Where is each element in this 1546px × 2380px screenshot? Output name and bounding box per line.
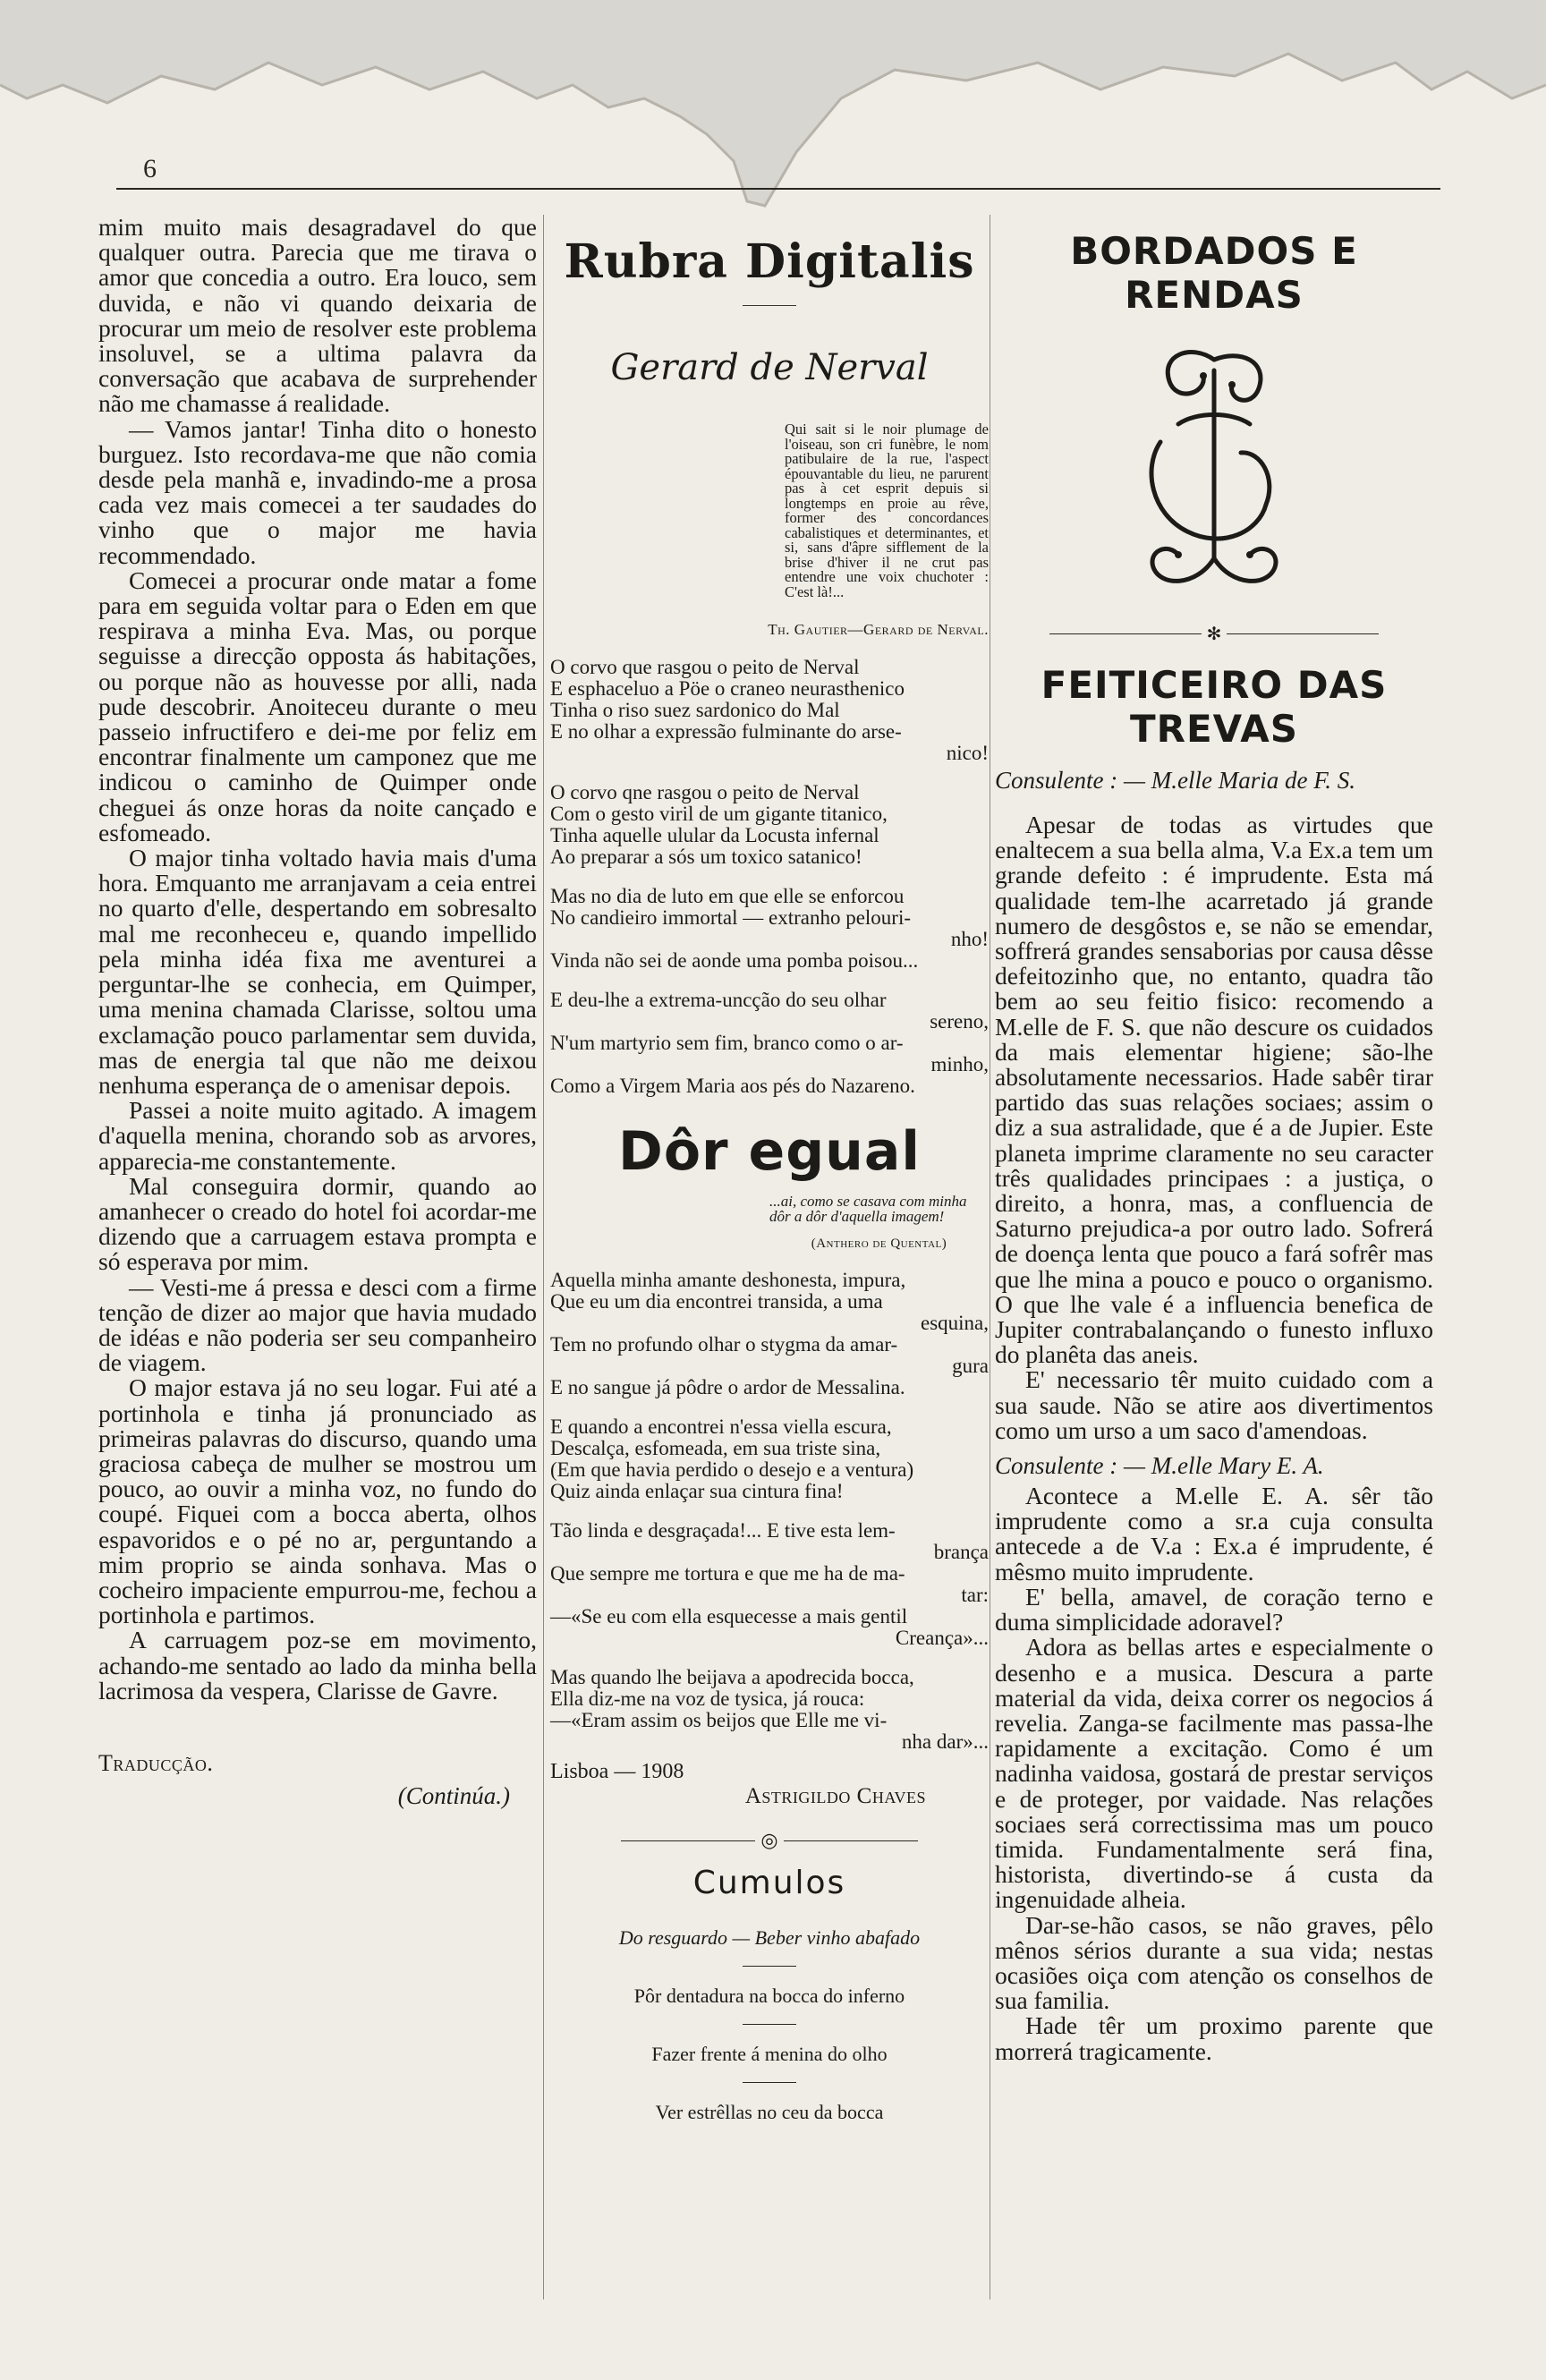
- paragraph: Mal conseguira dormir, quando ao amanhecer o creado do hotel foi acordar-me dizendo que a carruagem estava prompta e só esperava por mim.: [98, 1171, 537, 1276]
- verse-line: Aquella minha amante deshonesta, impura,: [550, 1269, 906, 1291]
- place-date: Lisboa — 1908: [550, 1760, 684, 1783]
- stanza: [550, 1520, 989, 1649]
- paragraph: O major tinha voltado havia mais d'uma hora. Emquanto me arranjavam a ceia entrei no quarto d'elle, despertando em sobresalto mal me reconheceu e, quando impellido pela minha idéa fixa me aventurei a perguntar-lhe se conhecia, em Quimper, uma menina chamada Clarisse, soltou uma exclamação pouco parlamentar sem duvida, mas de energia tal que não me deixou nenhuma esperança de o amenisar depois.: [98, 844, 537, 1099]
- verse-line: gura: [952, 1355, 989, 1377]
- verse-line: tar:: [961, 1584, 989, 1606]
- story-footer: [98, 1750, 537, 1777]
- ornament-icon: ✻: [1206, 625, 1222, 644]
- verse-line: E no olhar a expressão fulminante do arse-: [550, 720, 902, 743]
- list-item: Fazer frente á menina do olho: [651, 2043, 888, 2065]
- serial-story: [98, 215, 537, 1704]
- ornament-icon: ◎: [760, 1829, 778, 1851]
- verse-line: sereno,: [930, 1010, 989, 1033]
- translation-credit: Traducção.: [98, 1749, 214, 1776]
- ornamental-divider: [550, 1829, 989, 1852]
- verse-line: E quando a encontrei n'essa viella escura,: [550, 1415, 892, 1438]
- consultation-text: [995, 812, 1433, 1443]
- stanza: [550, 782, 989, 868]
- paragraph: — Vamos jantar! Tinha dito o honesto burguez. Isto recordava-me que não comia desde pela manhã e, invadindo-me a prosa cada vez mais comecei a ter saudades do vinho que o major me havia recommendado.: [98, 414, 537, 569]
- divider: [743, 2082, 796, 2083]
- epigraph-citation: (Anthero de Quental): [811, 1237, 947, 1251]
- poem-author: Astrigildo Chaves: [744, 1784, 926, 1808]
- paragraph: A carruagem poz-se em movimento, achando-me sentado ao lado da minha bella lacrimosa da vespera, Clarisse de Gavre.: [98, 1626, 537, 1704]
- torn-page-edge: [0, 0, 1546, 215]
- poem-body: [550, 657, 989, 1097]
- consultation-label: Consulente :: [995, 1452, 1118, 1480]
- paragraph: Hade têr um proximo parente que morrerá tragicamente.: [995, 2011, 1433, 2065]
- paragraph: Acontece a M.elle E. A. sêr tão imprudente como a sr.a cuja consulta antecede a de V.a : Ex.a é imprudente, é mêsmo muito imprudente.: [995, 1482, 1433, 1585]
- verse-line: Mas quando lhe beijava a apodrecida bocca,: [550, 1666, 914, 1688]
- verse-line: O corvo qne rasgou o peito de Nerval: [550, 781, 860, 803]
- poem-body: [550, 1270, 989, 1753]
- consultation-header: [995, 1452, 1433, 1480]
- divider: [743, 305, 796, 306]
- paragraph: Comecei a procurar onde matar a fome para em seguida voltar para o Eden em que respirava a minha Eva. Mas, ou porque seguisse a direcção opposta ás habitações, ou porque não as houvesse por alli, nada pude descobrir. Anoiteceu durante o meu passeio infructifero e dei-me por feliz em encontrar finalmente um camponez que me indicou o caminho de Quimper onde cheguei ás onze horas da noite cançado e esfomeado.: [98, 565, 537, 846]
- paragraph: mim muito mais desagradavel do que qualquer outra. Parecia que me tirava o amor que concedia a outro. Era louco, sem duvida, e não vi quando deixaria de procurar um meio de resolver este problema insoluvel, se a ultima palavra da conversação que acabava de surprehender não me chamasse á realidade.: [98, 213, 537, 418]
- verse-line: Quiz ainda enlaçar sua cintura fina!: [550, 1480, 844, 1502]
- verse-line: Ella diz-me na voz de tysica, já rouca:: [550, 1687, 865, 1710]
- verse-line: nico!: [946, 742, 989, 764]
- verse-line: —«Eram assim os beijos que Elle me vi-: [550, 1709, 888, 1731]
- verse-line: nha dar»...: [901, 1730, 989, 1753]
- verse-line: Tem no profundo olhar o stygma da amar-: [550, 1333, 898, 1356]
- paragraph: — Vesti-me á pressa e desci com a firme tenção de dizer ao major que havia mudado de idéas e não poderia ser seu companheiro de viagem.: [98, 1272, 537, 1377]
- verse-line: nho!: [950, 928, 989, 950]
- epigraph: ...ai, como se casava com minha dôr a dôr d'aquella imagem!: [769, 1193, 967, 1225]
- consultation-text: [995, 1483, 1433, 2064]
- page-number: 6: [143, 154, 157, 183]
- verse-line: esquina,: [920, 1312, 989, 1334]
- verse-line: Ao preparar a sós um toxico satanico!: [550, 846, 862, 868]
- verse-line: Creança»...: [895, 1627, 989, 1649]
- epigraph: Qui sait si le noir plumage de l'oiseau, son cri funèbre, le nom patibulaire de la rue, l'aspect épouvantable du lieu, ne parurent pas à cet esprit depuis si longtemps en proie au rêve, former des concordances cabalistiques et determinantes, et si, sans d'âpre sifflement de la brise d'hiver il ne crut pas entendre une voix chuchoter : C'est là!...: [785, 421, 989, 600]
- stanza: [550, 990, 989, 1097]
- stanza: [550, 657, 989, 764]
- continues-note: (Continúa.): [397, 1781, 510, 1809]
- column-one: [98, 215, 537, 1810]
- consultation-label: Consulente :: [995, 767, 1118, 794]
- paragraph: Dar-se-hão casos, se não graves, pêlo mênos sérios durante a sua vida; nestas ocasiões oiça com atenção os conselhos de sua familia.: [995, 1910, 1433, 2015]
- consultation-name: — M.elle Mary E. A.: [1123, 1452, 1324, 1480]
- verse-line: No candieiro immortal — extranho pelouri-: [550, 906, 912, 929]
- divider: [743, 2024, 796, 2025]
- consultation-name: — M.elle Maria de F. S.: [1123, 767, 1355, 794]
- verse-line: Com o gesto viril de um gigante titanico,: [550, 803, 888, 825]
- poem-signature: [550, 1760, 989, 1784]
- consultation-header: [995, 767, 1433, 795]
- stanza: [550, 1416, 989, 1502]
- paragraph: Passei a noite muito agitado. A imagem d'aquella menina, chorando sob as arvores, apparecia-me constantemente.: [98, 1096, 537, 1175]
- verse-line: brança: [933, 1541, 989, 1563]
- verse-line: N'um martyrio sem fim, branco como o ar-: [550, 1032, 904, 1054]
- verse-line: Mas no dia de luto em que elle se enforcou: [550, 885, 905, 907]
- verse-line: O corvo que rasgou o peito de Nerval: [550, 656, 860, 678]
- poem-title: Rubra Digitalis: [564, 234, 975, 289]
- divider: [743, 1966, 796, 1967]
- verse-line: (Em que havia perdido o desejo e a ventura): [550, 1458, 914, 1481]
- header-rule: [116, 188, 1440, 190]
- poem-dedication: Gerard de Nerval: [610, 347, 929, 388]
- verse-line: Como a Virgem Maria aos pés do Nazareno.: [550, 1075, 915, 1097]
- epigraph-citation: Th. Gautier—Gerard de Nerval.: [768, 621, 989, 638]
- monogram-illustration: [1107, 335, 1321, 603]
- verse-line: Que sempre me tortura e que me ha de ma-: [550, 1562, 905, 1585]
- list-item: Ver estrêllas no ceu da bocca: [655, 2101, 884, 2123]
- stanza: [550, 1667, 989, 1753]
- paragraph: E' bella, amavel, de coração terno e duma simplicidade adoravel?: [995, 1582, 1433, 1636]
- paragraph: O major estava já no seu logar. Fui até a portinhola e tinha já pronunciado as primeiras palavras do discurso, quando uma graciosa cabeça de mulher se mostrou um pouco, ao ouvir a minha voz, no fundo do coupé. Fiquei com a bocca aberta, olhos espavoridos e o pé no ar, perguntando a mim proprio se ainda sonhava. Mas o cocheiro impaciente empurrou-me, fechou a portinhola e partimos.: [98, 1373, 537, 1629]
- ornamental-divider: [995, 623, 1433, 645]
- section-title: BORDADOS E RENDAS: [1070, 229, 1358, 317]
- verse-line: Tão linda e desgraçada!... E tive esta lem-: [550, 1519, 896, 1542]
- verse-line: minho,: [930, 1053, 989, 1075]
- paragraph: Adora as bellas artes e especialmente o desenho e a musica. Descura a parte material da vida, deixa correr os negocios á revelia. Zanga-se facilmente mas passa-lhe rapidamente a excitação. Como é um nadinha vaidosa, gostará de prestar serviços e de proteger, por vaidade. Nas relações sociaes será correctissima mas um pouco timida. Fundamentalmente será fina, historista, divertindo-se á custa da ingenuidade alheia.: [995, 1633, 1433, 1914]
- verse-line: Que eu um dia encontrei transida, a uma: [550, 1290, 883, 1313]
- stanza: [550, 1270, 989, 1398]
- list-item: Pôr dentadura na bocca do inferno: [633, 1985, 905, 2007]
- paragraph: E' necessario têr muito cuidado com a sua saude. Não se atire aos divertimentos como um urso a um saco d'amendoas.: [995, 1365, 1433, 1444]
- verse-line: Descalça, esfomeada, em sua triste sina,: [550, 1437, 881, 1459]
- verse-line: E deu-lhe a extrema-uncção do seu olhar: [550, 989, 887, 1011]
- list-item: Do resguardo — Beber vinho abafado: [618, 1926, 921, 1949]
- paragraph: Apesar de todas as virtudes que enaltecem a sua bella alma, V.a Ex.a tem um grande defeito : é imprudente. Esta má qualidade tem-lhe acarretado já grande numero de desgôstos e, se não se emendar, soffrerá grandes sensaborias por causa dêsse defeitozinho que, no entanto, quadra tão bem ao seu feitio fisico: recomendo a M.elle de F. S. que não descure os cuidados da mais elementar higiene; são-lhe absolutamente necessarios. Hade sabêr tirar partido das suas relações sociaes; assim o diz a sua astralidade, que é a de Jupier. Este planeta imprime claramente no seu caracter três qualidades principaes : a justiça, o direito, a honra, mas, a confluencia de Saturno prejudica-a por outro lado. Sofrerá de doença lenta que pouco a fará sofrêr mas que lhe mina a pouco e pouco o organismo. O que lhe vale é a influencia benefica de Jupiter contrabalançando o funesto influxo do planêta das aneis.: [995, 811, 1433, 1369]
- stanza: [550, 886, 989, 972]
- section-title: Cumulos: [692, 1865, 846, 1901]
- column-three: [995, 215, 1433, 2064]
- verse-line: E no sangue já pôdre o ardor de Messalina.: [550, 1376, 905, 1398]
- verse-line: —«Se eu com ella esquecesse a mais gentil: [550, 1605, 908, 1628]
- verse-line: Vinda não sei de aonde uma pomba poisou...: [550, 949, 919, 972]
- verse-line: E esphaceluo a Pöe o craneo neurasthenico: [550, 677, 905, 700]
- column-two: [550, 215, 989, 2124]
- verse-line: Tinha o riso suez sardonico do Mal: [550, 699, 840, 721]
- cumulos-list: [550, 1926, 989, 2124]
- section-title: FEITICEIRO DAS TREVAS: [1041, 663, 1388, 751]
- verse-line: Tinha aquelle ulular da Locusta infernal: [550, 824, 879, 846]
- column-divider: [543, 215, 544, 2299]
- poem-title: Dôr egual: [618, 1120, 921, 1183]
